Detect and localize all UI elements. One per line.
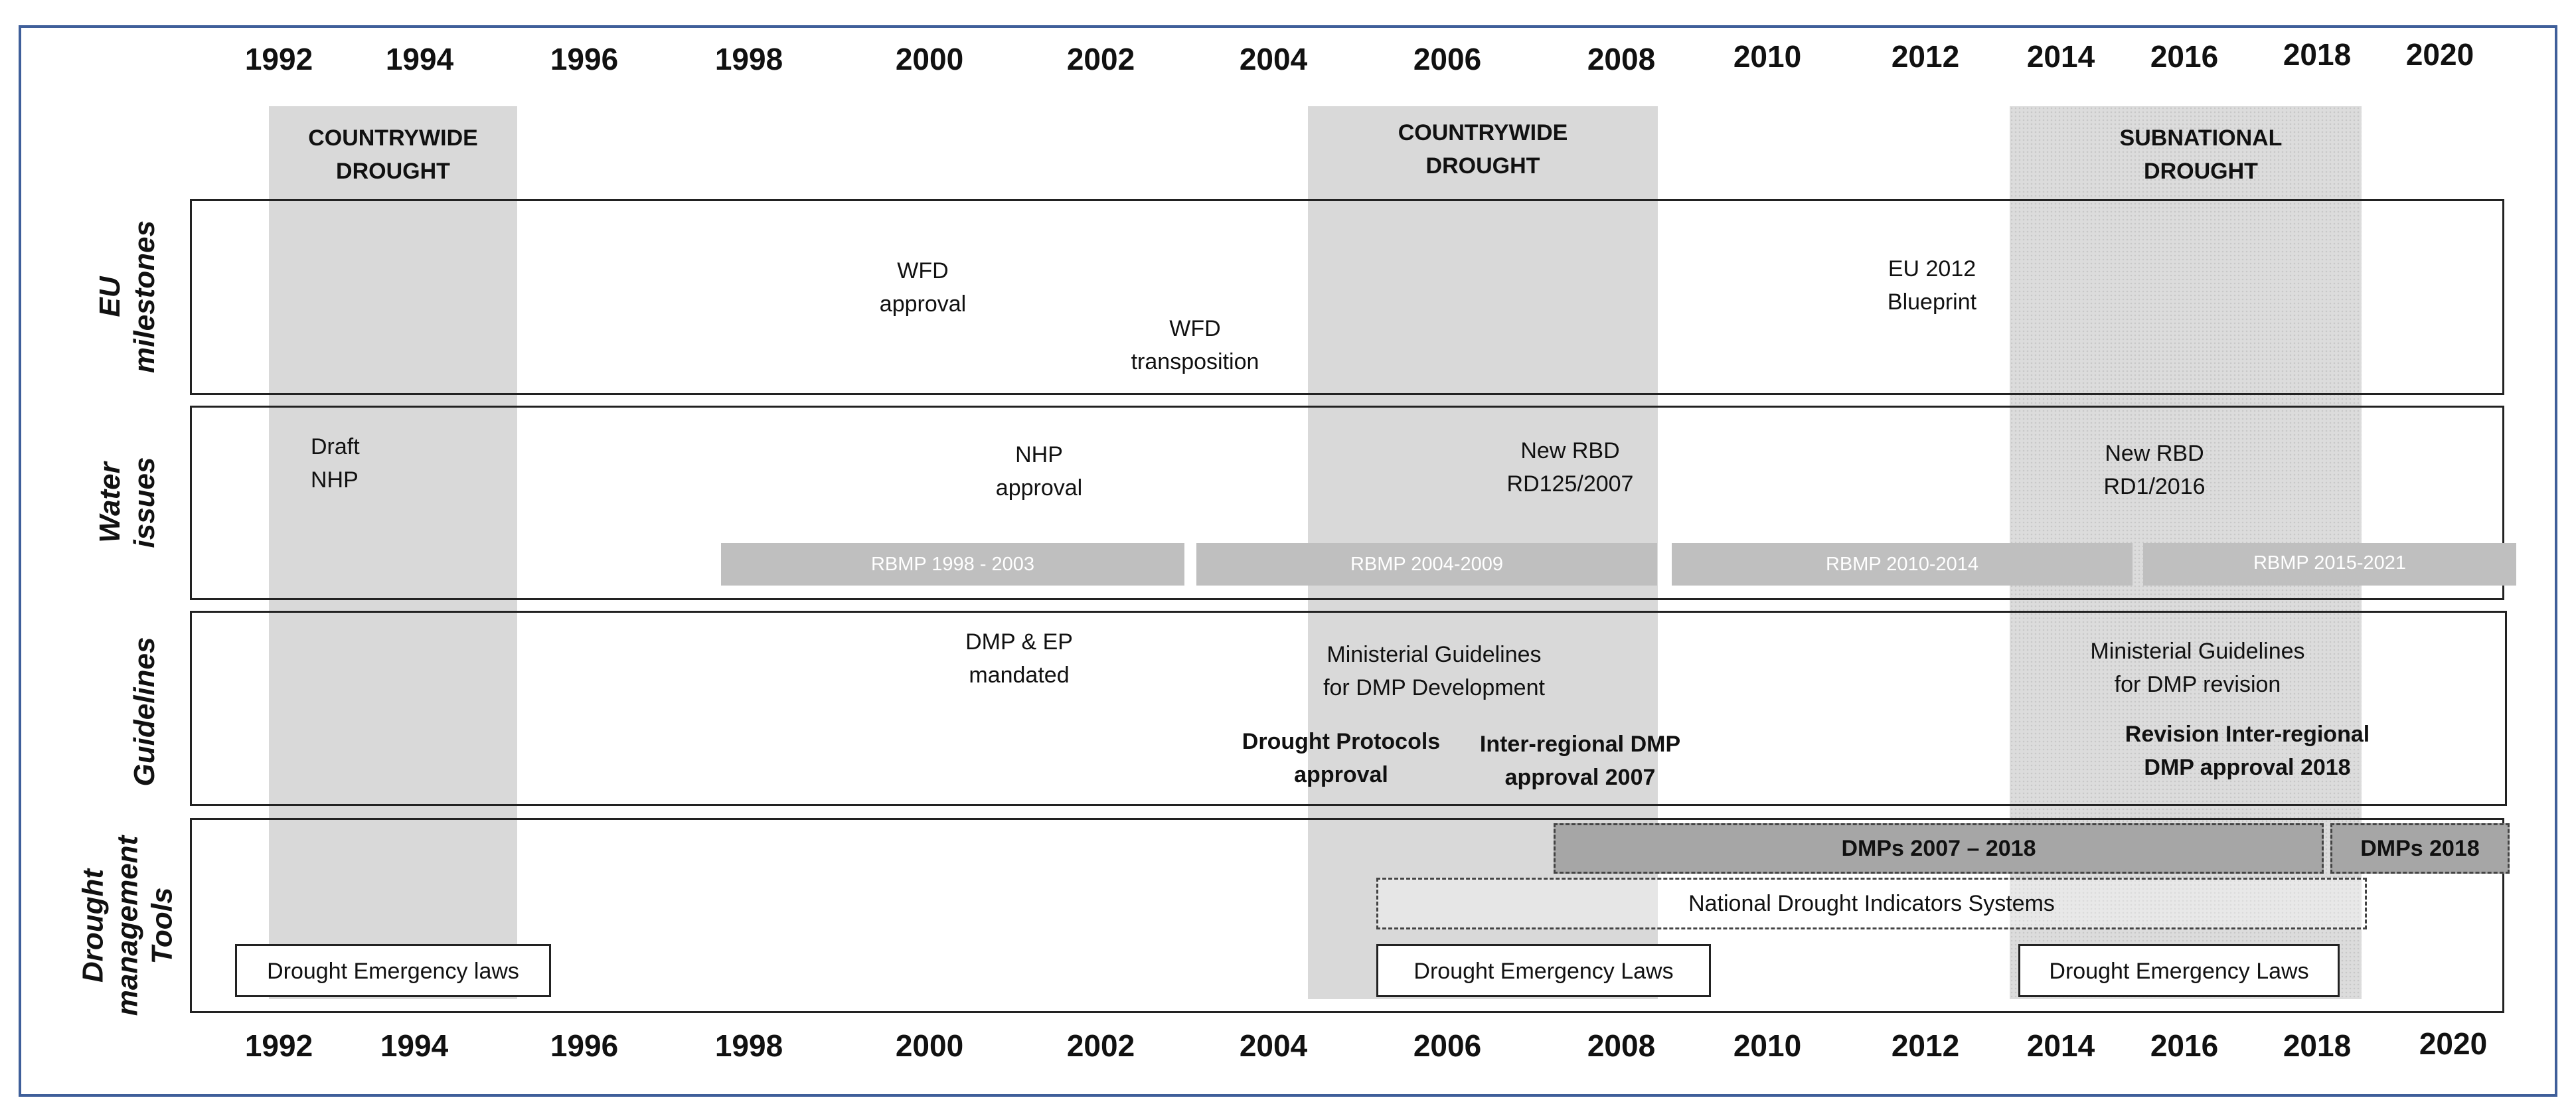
note-line: approval 2007: [1504, 765, 1656, 790]
year-label: 2016: [2150, 39, 2219, 74]
note-line: DMP & EP: [965, 629, 1073, 655]
year-label: 2014: [2026, 39, 2095, 74]
note-ministerial-guidelines-development: [1288, 638, 1580, 704]
note-line: WFD: [897, 258, 949, 283]
row-eu-milestones: [190, 199, 2504, 395]
year-label: 2018: [2283, 37, 2352, 72]
note-line: NHP: [311, 467, 359, 493]
row-label-line: EU: [94, 276, 126, 317]
band-label-line: DROUGHT: [1425, 153, 1540, 179]
year-label: 2016: [2150, 1028, 2219, 1063]
note-line: mandated: [969, 663, 1070, 688]
year-label: 2004: [1239, 42, 1308, 76]
band-label-line: DROUGHT: [336, 159, 450, 184]
dmps-2007-2018-bar: DMPs 2007 – 2018: [1554, 823, 2324, 874]
year-label: 1994: [385, 42, 454, 76]
year-label: 1992: [244, 1028, 313, 1063]
note-line: Revision Inter-regional: [2125, 722, 2370, 747]
band-label-line: SUBNATIONAL: [2119, 125, 2283, 151]
note-line: EU 2012: [1888, 256, 1976, 281]
note-line: RD1/2016: [2103, 474, 2206, 499]
note-line: Inter-regional DMP: [1479, 732, 1681, 757]
row-label-line: management: [111, 835, 144, 1016]
year-label: 2004: [1239, 1028, 1308, 1063]
note-line: for DMP Development: [1323, 675, 1545, 700]
year-label: 2020: [2419, 1026, 2488, 1061]
year-label: 2014: [2026, 1028, 2095, 1063]
note-line: DMP approval 2018: [2144, 755, 2351, 780]
note-draft-nhp: [311, 430, 417, 497]
row-label-line: Tools: [145, 887, 179, 965]
drought-emergency-laws-box: Drought Emergency laws: [235, 944, 551, 997]
drought-band-label: [2058, 121, 2344, 188]
year-label: 1996: [550, 1028, 619, 1063]
band-label-line: COUNTRYWIDE: [308, 125, 478, 151]
row-label-line: Drought: [76, 868, 110, 983]
drought-band-label: [1308, 116, 1658, 183]
row-label-line: Water: [94, 462, 126, 543]
note-wfd-transposition: [1102, 312, 1288, 378]
note-line: NHP: [1015, 442, 1063, 467]
note-drought-protocols-approval: [1222, 725, 1461, 791]
year-label: 2010: [1733, 39, 1802, 74]
note-eu-blueprint: [1852, 252, 2012, 319]
year-label: 1994: [380, 1028, 449, 1063]
year-label: 2000: [895, 42, 964, 76]
rbmp-bar: RBMP 2010-2014: [1672, 543, 2133, 586]
dmps-2018-bar: DMPs 2018: [2330, 823, 2510, 874]
year-label: 2008: [1587, 1028, 1656, 1063]
row-label-eu: [93, 197, 166, 396]
band-label-line: COUNTRYWIDE: [1398, 120, 1568, 145]
year-label: 1998: [714, 42, 783, 76]
note-new-rbd-2016: [2071, 437, 2237, 503]
year-label: 2002: [1066, 1028, 1135, 1063]
note-line: approval: [1294, 762, 1388, 787]
row-label-guidelines: [127, 612, 165, 811]
note-interregional-dmp-2007: [1461, 728, 1700, 794]
year-label: 2010: [1733, 1028, 1802, 1063]
year-label: 2012: [1891, 39, 1960, 74]
band-label-line: DROUGHT: [2144, 159, 2258, 184]
note-new-rbd-2007: [1474, 434, 1666, 501]
note-interregional-dmp-2018: [2098, 718, 2397, 784]
note-line: approval: [879, 291, 967, 317]
row-label-tools: [76, 817, 186, 1036]
year-label: 2008: [1587, 42, 1656, 76]
year-label: 2000: [895, 1028, 964, 1063]
note-line: New RBD: [1520, 438, 1620, 463]
drought-band-label: [269, 121, 517, 188]
rbmp-bar: RBMP 2015-2021: [2143, 543, 2516, 586]
national-drought-indicators-bar: National Drought Indicators Systems: [1376, 878, 2367, 929]
note-line: transposition: [1131, 349, 1259, 374]
row-label-line: issues: [128, 457, 161, 548]
year-label: 2006: [1413, 42, 1482, 76]
year-label: 2002: [1066, 42, 1135, 76]
year-label: 2006: [1413, 1028, 1482, 1063]
note-line: Ministerial Guidelines: [1327, 642, 1542, 667]
note-line: Draft: [311, 434, 360, 459]
note-ministerial-guidelines-revision: [2052, 635, 2344, 701]
year-label: 2018: [2283, 1028, 2352, 1063]
note-dmp-ep-mandated: [929, 625, 1109, 692]
note-line: for DMP revision: [2114, 672, 2281, 697]
note-line: approval: [995, 475, 1083, 501]
note-line: Ministerial Guidelines: [2090, 639, 2305, 664]
note-line: WFD: [1169, 316, 1221, 341]
year-label: 1998: [714, 1028, 783, 1063]
note-line: Drought Protocols: [1242, 729, 1441, 754]
note-line: New RBD: [2105, 441, 2204, 466]
drought-emergency-laws-box: Drought Emergency Laws: [2018, 944, 2340, 997]
row-label-line: milestones: [128, 220, 161, 373]
drought-emergency-laws-box: Drought Emergency Laws: [1376, 944, 1711, 997]
note-line: Blueprint: [1887, 289, 1977, 315]
note-line: RD125/2007: [1506, 471, 1634, 497]
row-label-water: [93, 416, 166, 589]
note-nhp-approval: [956, 438, 1122, 505]
row-label-line: Guidelines: [128, 637, 161, 787]
rbmp-bar: RBMP 1998 - 2003: [721, 543, 1184, 586]
year-label: 2012: [1891, 1028, 1960, 1063]
year-label: 2020: [2405, 37, 2474, 72]
note-wfd-approval: [837, 254, 1009, 321]
rbmp-bar: RBMP 2004-2009: [1196, 543, 1657, 586]
year-label: 1992: [244, 42, 313, 76]
year-label: 1996: [550, 42, 619, 76]
